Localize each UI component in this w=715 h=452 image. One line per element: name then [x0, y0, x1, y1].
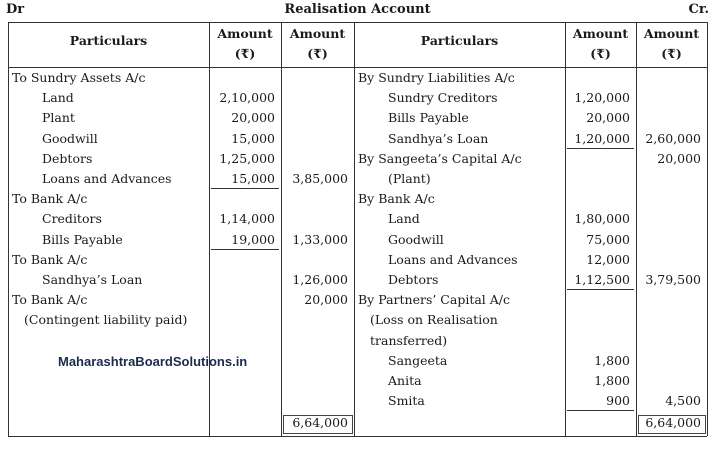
- left-amount2-value: 1,33,000: [292, 231, 348, 247]
- right-particular-row: Land: [388, 211, 420, 227]
- left-particular-row: To Bank A/c: [12, 292, 88, 308]
- right-particular-row: Debtors: [388, 272, 439, 287]
- right-amount1-value: 1,800: [594, 373, 630, 388]
- right-particular-row: By Sundry Liabilities A/c: [358, 70, 515, 85]
- right-amount2-header: Amount: [643, 26, 700, 41]
- right-amount1-value: 1,800: [594, 352, 630, 368]
- left-particular-row: Debtors: [42, 150, 93, 166]
- right-amount2-unit: (₹): [661, 46, 682, 61]
- right-particular-row: By Bank A/c: [358, 191, 435, 207]
- left-amount1-header: Amount: [217, 26, 273, 41]
- subtotal-underline: [567, 148, 634, 149]
- left-particular-row: Sandhya’s Loan: [42, 272, 143, 287]
- left-amount2-value: 3,85,000: [292, 171, 348, 186]
- right-total-value: 6,64,000: [645, 415, 701, 430]
- right-amount1-value: 1,20,000: [574, 90, 630, 106]
- subtotal-underline: [211, 249, 279, 250]
- right-particular-row: Sangeeta: [388, 352, 448, 368]
- right-amount2-value: 4,500: [665, 393, 701, 409]
- right-amount2-value: 20,000: [657, 150, 701, 166]
- table-bottom-border: [8, 436, 707, 437]
- left-particular-row: Loans and Advances: [42, 171, 172, 186]
- right-amount1-value: 1,20,000: [574, 130, 630, 146]
- right-amount1-value: 20,000: [586, 110, 630, 126]
- right-amount1-value: 1,80,000: [574, 211, 630, 227]
- right-particular-row: Sundry Creditors: [388, 90, 498, 106]
- left-amount1-value: 15,000: [231, 171, 275, 186]
- left-total-value: 6,64,000: [292, 415, 348, 430]
- right-amount2-value: 3,79,500: [645, 272, 701, 287]
- right-particular-row: Sandhya’s Loan: [388, 130, 489, 146]
- right-amount1-unit: (₹): [590, 46, 611, 61]
- right-particular-row: By Partners’ Capital A/c: [358, 292, 511, 308]
- left-amount1-unit: (₹): [234, 46, 256, 61]
- left-amount2-unit: (₹): [307, 46, 328, 61]
- left-particular-row: Goodwill: [42, 130, 98, 146]
- right-amount1-header: Amount: [572, 26, 629, 41]
- subtotal-underline: [211, 188, 279, 189]
- right-particular-row: transferred): [370, 332, 448, 348]
- table-top-border: [8, 22, 707, 23]
- cr-label: Cr.: [688, 2, 709, 17]
- right-amount1-value: 900: [606, 393, 630, 409]
- left-particular-row: Creditors: [42, 211, 102, 227]
- left-amount1-value: 19,000: [231, 231, 275, 247]
- right-amount1-value: 1,12,500: [574, 272, 630, 287]
- left-amount2-value: 1,26,000: [292, 272, 348, 287]
- left-particulars-header: Particulars: [69, 33, 148, 48]
- column-divider: [707, 22, 708, 436]
- right-particular-row: Loans and Advances: [388, 251, 518, 267]
- right-particular-row: (Loss on Realisation: [370, 312, 498, 328]
- page-title: Realisation Account: [284, 2, 431, 17]
- left-particular-row: Bills Payable: [42, 231, 123, 247]
- left-particular-row: Plant: [42, 110, 75, 126]
- column-divider: [636, 22, 637, 436]
- subtotal-underline: [567, 289, 634, 290]
- right-particular-row: Bills Payable: [388, 110, 469, 126]
- subtotal-underline: [567, 410, 634, 411]
- left-amount2-header: Amount: [289, 26, 346, 41]
- left-amount1-value: 1,14,000: [219, 211, 275, 227]
- left-amount1-value: 2,10,000: [219, 90, 275, 106]
- right-amount2-value: 2,60,000: [645, 130, 701, 146]
- watermark: MaharashtraBoardSolutions.in: [58, 354, 248, 369]
- right-particular-row: Goodwill: [388, 231, 444, 247]
- left-particular-row: Land: [42, 90, 74, 106]
- right-particular-row: Anita: [388, 373, 422, 388]
- left-amount1-value: 15,000: [231, 130, 275, 146]
- left-amount1-value: 20,000: [231, 110, 275, 126]
- right-amount1-value: 75,000: [586, 231, 630, 247]
- left-particular-row: (Contingent liability paid): [24, 312, 188, 328]
- right-particular-row: By Sangeeta’s Capital A/c: [358, 150, 522, 166]
- column-divider: [354, 22, 355, 436]
- right-amount1-value: 12,000: [586, 251, 630, 267]
- right-particular-row: (Plant): [388, 171, 431, 186]
- left-particular-row: To Sundry Assets A/c: [12, 70, 146, 85]
- right-particulars-header: Particulars: [420, 33, 499, 48]
- left-particular-row: To Bank A/c: [12, 191, 88, 207]
- right-particular-row: Smita: [388, 393, 425, 409]
- left-amount1-value: 1,25,000: [219, 150, 275, 166]
- column-divider: [8, 22, 9, 436]
- left-particular-row: To Bank A/c: [12, 251, 88, 267]
- dr-label: Dr: [6, 2, 25, 17]
- left-amount2-value: 20,000: [304, 292, 348, 308]
